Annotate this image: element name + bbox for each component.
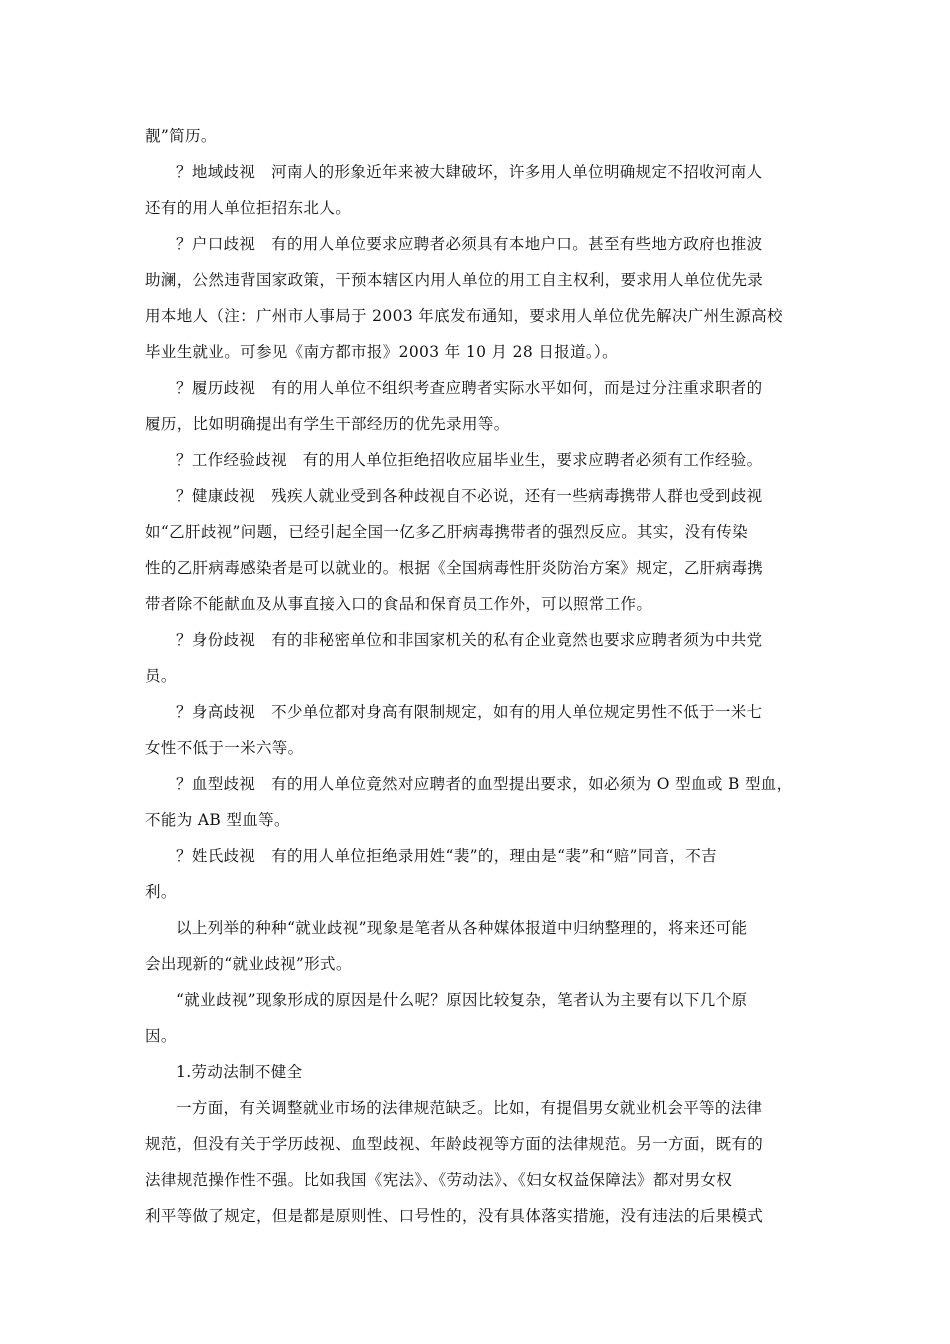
text-line: 会出现新的“就业歧视”形式。 <box>145 955 352 973</box>
text-line: 一方面，有关调整就业市场的法律规范缺乏。比如，有提倡男女就业机会平等的法律 <box>176 1099 763 1117</box>
section-heading: 1.劳动法制不健全 <box>176 1063 303 1081</box>
text-line: 如“乙肝歧视”问题，已经引起全国一亿多乙肝病毒携带者的强烈反应。其实，没有传染 <box>145 523 749 541</box>
text-line: ？身高歧视 不少单位都对身高有限制规定，如有的用人单位规定男性不低于一米七 <box>176 703 763 721</box>
text-line: 助澜，公然违背国家政策，干预本辖区内用人单位的用工自主权利，要求用人单位优先录 <box>145 271 764 289</box>
text-line: 履历，比如明确提出有学生干部经历的优先录用等。 <box>145 415 510 433</box>
text-line: 以上列举的种种“就业歧视”现象是笔者从各种媒体报道中归纳整理的，将来还可能 <box>176 919 748 937</box>
text-line: ？户口歧视 有的用人单位要求应聘者必须具有本地户口。甚至有些地方政府也推波 <box>176 235 763 253</box>
text-line: 利。 <box>145 883 177 901</box>
text-line: 规范，但没有关于学历歧视、血型歧视、年龄歧视等方面的法律规范。另一方面，既有的 <box>145 1135 764 1153</box>
document-page <box>145 0 810 1344</box>
text-line: 带者除不能献血及从事直接入口的食品和保育员工作外，可以照常工作。 <box>145 595 653 613</box>
text-line: “就业歧视”现象形成的原因是什么呢？原因比较复杂，笔者认为主要有以下几个原 <box>176 991 748 1009</box>
text-line: 性的乙肝病毒感染者是可以就业的。根据《全国病毒性肝炎防治方案》规定，乙肝病毒携 <box>145 559 764 577</box>
text-line: 女性不低于一米六等。 <box>145 739 304 757</box>
text-line: ？工作经验歧视 有的用人单位拒绝招收应届毕业生，要求应聘者必须有工作经验。 <box>176 451 763 469</box>
text-line: 利平等做了规定，但是都是原则性、口号性的，没有具体落实措施，没有违法的后果模式 <box>145 1207 764 1225</box>
text-line: ？身份歧视 有的非秘密单位和非国家机关的私有企业竟然也要求应聘者须为中共党 <box>176 631 763 649</box>
text-line: 因。 <box>145 1027 177 1045</box>
text-line: ？履历歧视 有的用人单位不组织考查应聘者实际水平如何，而是过分注重求职者的 <box>176 379 763 397</box>
text-line: 不能为 AB 型血等。 <box>145 811 290 829</box>
text-line: ？姓氏歧视 有的用人单位拒绝录用姓“裴”的，理由是“裴”和“赔”同音，不吉 <box>176 847 717 865</box>
text-line: ？健康歧视 残疾人就业受到各种歧视自不必说，还有一些病毒携带人群也受到歧视 <box>176 487 763 505</box>
text-line: ？血型歧视 有的用人单位竟然对应聘者的血型提出要求，如必须为 O 型血或 B 型血， <box>176 775 793 793</box>
text-line: 还有的用人单位拒招东北人。 <box>145 199 352 217</box>
text-line: 用本地人（注：广州市人事局于 2003 年底发布通知，要求用人单位优先解决广州生源高校 <box>145 307 783 325</box>
text-line: ？地域歧视 河南人的形象近年来被大肆破坏，许多用人单位明确规定不招收河南人 <box>176 163 763 181</box>
text-line: 毕业生就业。可参见《南方都市报》2003 年 10 月 28 日报道。）。 <box>145 343 618 361</box>
text-line: 员。 <box>145 667 177 685</box>
text-line: 法律规范操作性不强。比如我国《宪法》、《劳动法》、《妇女权益保障法》都对男女权 <box>145 1171 733 1189</box>
text-line: 靓”简历。 <box>145 127 217 145</box>
